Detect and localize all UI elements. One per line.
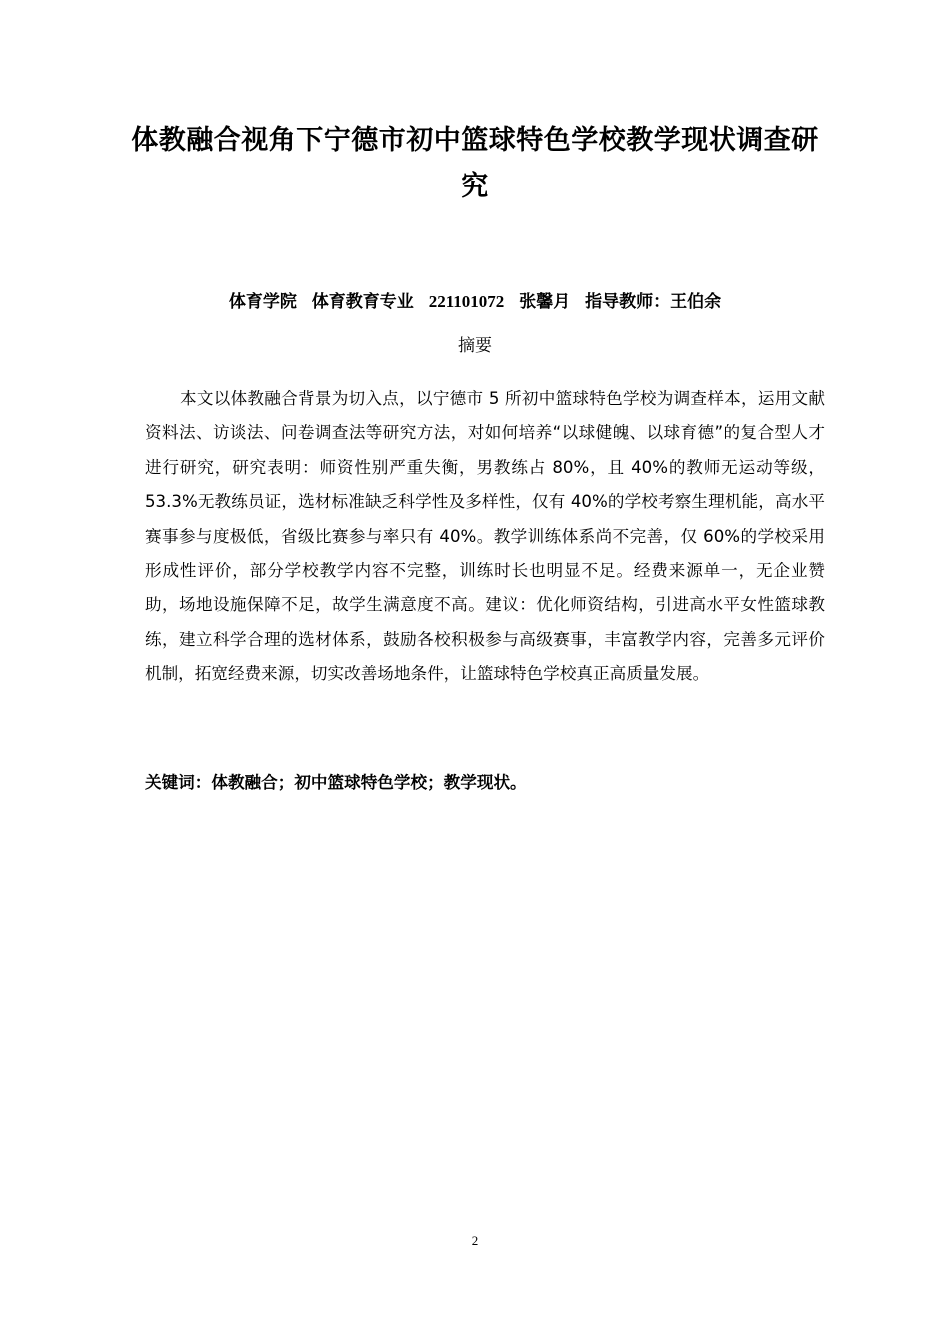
college-name: 体育学院 <box>228 292 297 312</box>
major-name: 体育教育专业 <box>311 292 414 312</box>
paper-title: 体教融合视角下宁德市初中篮球特色学校教学现状调查研究 <box>131 125 819 202</box>
advisor: 指导教师：王伯余 <box>585 292 722 312</box>
author-line <box>100 289 850 315</box>
student-name: 张馨月 <box>519 292 571 312</box>
page-number: 2 <box>471 1233 479 1248</box>
abstract-heading: 摘要 <box>458 336 492 356</box>
keywords-line: 关键词：体教融合；初中篮球特色学校；教学现状。 <box>145 773 527 792</box>
student-id: 221101072 <box>428 292 505 311</box>
abstract-body: 本文以体教融合背景为切入点，以宁德市 5 所初中篮球特色学校为调查样本，运用文献资料法、访谈法、问卷调查法等研究方法，对如何培养“以球健魄、以球育德”的复合型人才进行研究，研究表明：师资性别严重失衡，男教练占 80%，且 40%的教师无运动等级，53.3%无教练员证，选材标准缺乏科学性及多样性，仅有 40%的学校考察生理机能，高水平赛事参与度极低，省级比赛参与率只有 40%。教学训练体系尚不完善，仅 60%的学校采用形成性评价，部分学校教学内容不完整，训练时长也明显不足。经费来源单一，无企业赞助，场地设施保障不足，故学生满意度不高。建议：优化师资结构，引进高水平女性篮球教练，建立科学合理的选材体系，鼓励各校积极参与高级赛事，丰富教学内容，完善多元评价机制，拓宽经费来源，切实改善场地条件，让篮球特色学校真正高质量发展。 <box>145 389 825 684</box>
